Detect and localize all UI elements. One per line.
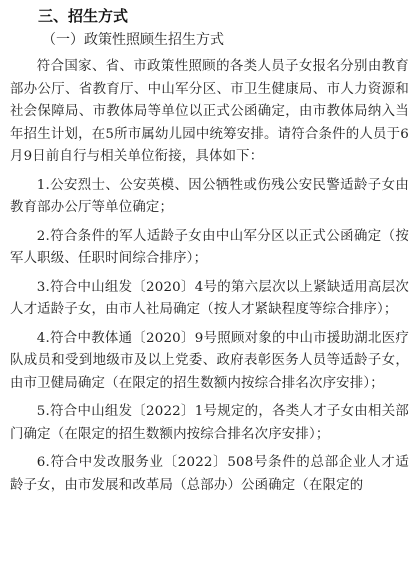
- intro-paragraph: 符合国家、省、市政策性照顾的各类人员子女报名分别由教育部办公厅、省教育厅、中山军分区、市卫生健康局、市人力资源和社会保障局、市教体局等单位以正式公函确定，由市教体局纳入当年招生计划，在5所市属幼儿园中统筹安排。请符合条件的人员于6月9日前自行与相关单位衔接，具体如下：: [10, 59, 409, 164]
- list-item-6: 6.符合中发改服务业〔2022〕508号条件的总部企业人才适龄子女，由市发展和改革局（总部办）公函确定（在限定的: [10, 455, 409, 493]
- list-item-3: 3.符合中山组发〔2020〕4号的第六层次以上紧缺适用高层次人才适龄子女，由市人社局确定（按人才紧缺程度等综合排序）；: [10, 279, 409, 317]
- list-item-1: 1.公安烈士、公安英模、因公牺牲或伤残公安民警适龄子女由教育部办公厅等单位确定；: [10, 177, 409, 215]
- list-item-2: 2.符合条件的军人适龄子女由中山军分区以正式公函确定（按军人职级、任职时间综合排序）；: [10, 228, 409, 266]
- subsection-heading: （一）政策性照顾生招生方式: [42, 32, 224, 48]
- list-item-5: 5.符合中山组发〔2022〕1号规定的，各类人才子女由相关部门确定（在限定的招生数额内按综合排名次序安排）；: [10, 404, 409, 442]
- list-item-4: 4.符合中教体通〔2020〕9号照顾对象的中山市援助湖北医疗队成员和受到地级市及以上党委、政府表彰医务人员等适龄子女，由市卫健局确定（在限定的招生数额内按综合排名次序安排）；: [10, 330, 409, 391]
- section-heading: 三、招生方式: [38, 7, 129, 25]
